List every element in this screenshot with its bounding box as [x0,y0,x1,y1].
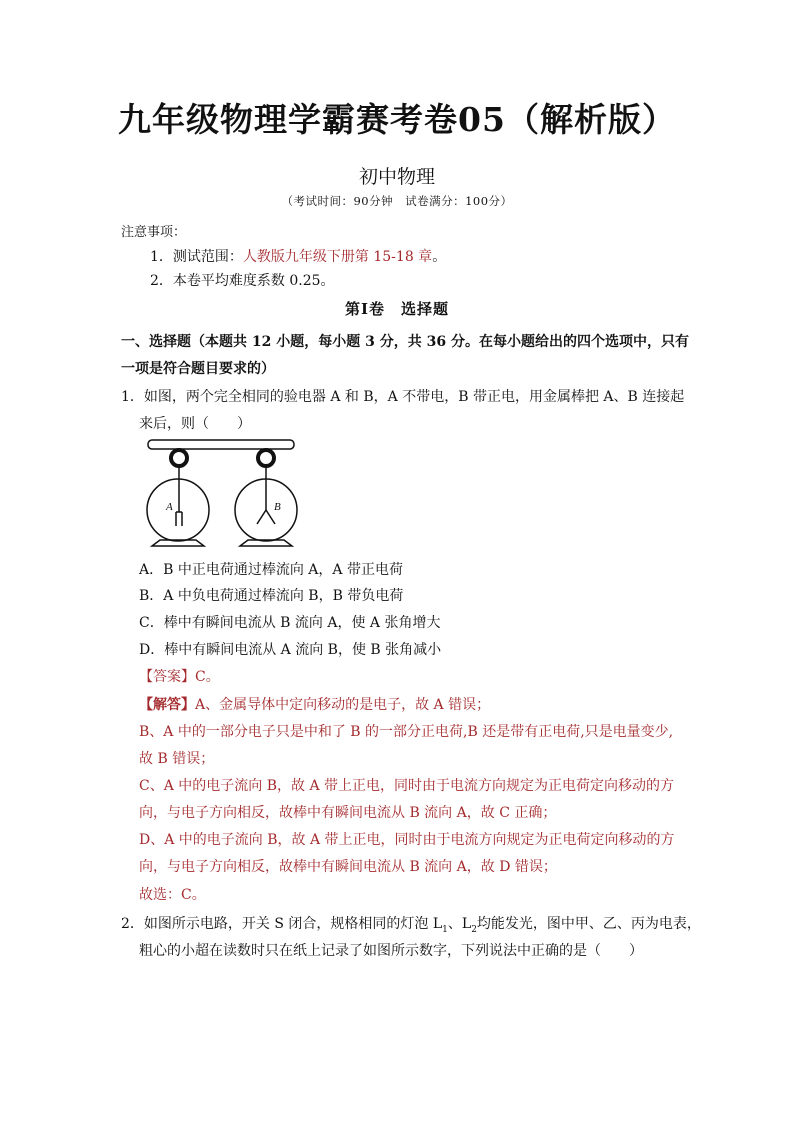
q1-option-b: B．A 中负电荷通过棒流向 B，B 带负电荷 [139,588,404,604]
electroscope-a [147,465,209,546]
q1-analysis-line-2: B、A 中的一部分电子只是中和了 B 的一部分正电荷,B 还是带有正电荷,只是电量变少, [139,724,674,740]
q1-answer: 【答案】C。 [139,669,220,685]
q1-analysis-line-1 [139,694,490,714]
q2-stem-line-1 [121,913,701,935]
part1-instructions-line-1: 一、选择题（本题共 12 小题，每小题 3 分，共 36 分。在每小题给出的四个选项中，只有 [121,334,689,350]
notes-item-1-suffix: 。 [432,249,447,265]
notes-item-1 [150,246,446,266]
q2-stem-part-c: 均能发光，图中甲、乙、丙为电表， [476,916,701,932]
q1-analysis-line-5: 向，与电子方向相反，故棒中有瞬间电流从 B 流向 A，故 C 正确； [139,805,557,821]
part1-instructions-line-2: 一项是符合题目要求的） [121,361,275,377]
q1-option-c: C．棒中有瞬间电流从 B 流向 A，使 A 张角增大 [139,615,441,631]
section-title: 第Ⅰ卷 选择题 [344,300,450,318]
document-title: 九年级物理学霸赛考卷05（解析版） [118,100,676,139]
document-subtitle: 初中物理 [358,166,435,188]
q2-sub-1: 1 [442,924,448,935]
electroscope-figure [140,436,300,552]
q1-analysis-text-1: A、金属导体中定向移动的是电子，故 A 错误； [195,697,491,713]
q1-analysis-line-7: 向，与电子方向相反，故棒中有瞬间电流从 B 流向 A，故 D 错误； [139,859,557,875]
exam-meta: （考试时间：90分钟 试卷满分：100分） [281,194,513,208]
q1-stem-line-2: 来后，则（ ） [139,416,251,432]
q2-stem-line-2: 粗心的小超在读数时只在纸上记录了如图所示数字，下列说法中正确的是（ ） [139,943,643,959]
q1-stem-line-1: 1．如图，两个完全相同的验电器 A 和 B，A 不带电，B 带正电，用金属棒把 A、B 连接起 [121,389,685,405]
q1-analysis-line-8: 故选：C。 [139,887,206,903]
electroscope-b-knob [258,450,274,466]
q2-sub-2: 2 [471,924,477,935]
q2-stem-part-a: 2．如图所示电路，开关 S 闭合，规格相同的灯泡 L [121,916,443,932]
electroscope-a-label: A [166,501,173,513]
q1-option-a: A．B 中正电荷通过棒流向 A，A 带正电荷 [139,562,403,578]
electroscope-a-knob [171,450,187,466]
q1-analysis-line-6: D、A 中的电子流向 B，故 A 带上正电，同时由于电流方向规定为正电荷定向移动的方 [139,832,675,848]
electroscope-b-label: B [274,501,281,513]
q1-analysis-line-4: C、A 中的电子流向 B，故 A 带上正电，同时由于电流方向规定为正电荷定向移动的方 [139,778,675,794]
q1-analysis-line-3: 故 B 错误； [139,751,215,767]
metal-rod [148,440,294,449]
electroscope-b [235,465,297,546]
notes-item-2: 2．本卷平均难度系数 0.25。 [150,273,335,289]
notes-item-1-range: 人教版九年级下册第 15-18 章 [242,249,433,265]
notes-heading: 注意事项： [121,225,187,240]
q1-analysis-tag: 【解答】 [139,697,195,713]
q2-stem-part-b: 、L [447,916,472,932]
notes-item-1-prefix: 1．测试范围： [150,249,243,265]
q1-option-d: D．棒中有瞬间电流从 A 流向 B，使 B 张角减小 [139,642,442,658]
